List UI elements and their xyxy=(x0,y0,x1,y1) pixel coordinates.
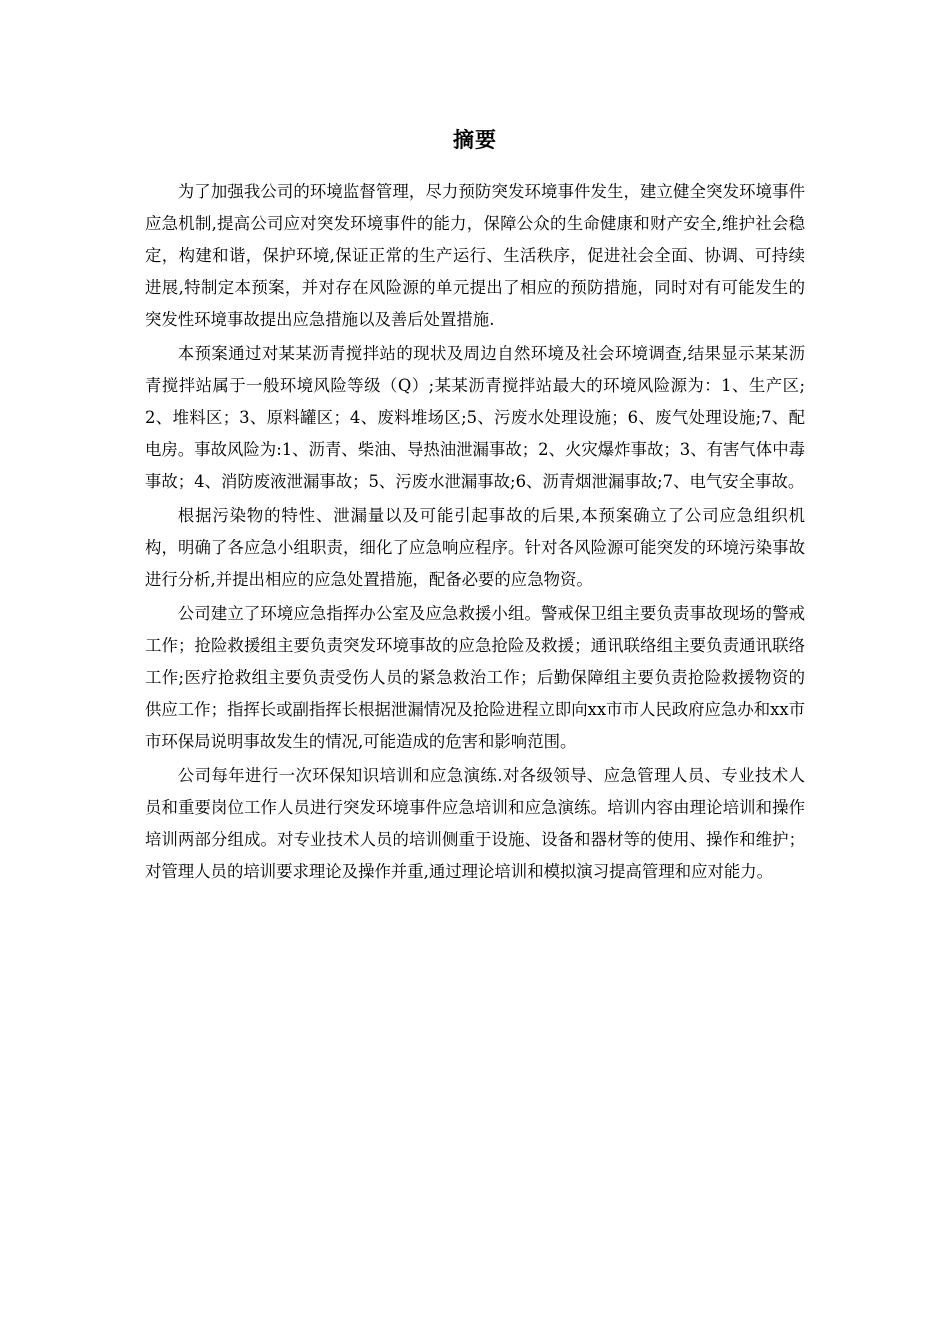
document-title: 摘要 xyxy=(453,128,497,152)
document-page xyxy=(145,122,805,890)
paragraph-risk-sources: 本预案通过对某某沥青搅拌站的现状及周边自然环境及社会环境调查,结果显示某某沥青搅拌站属于一般环境风险等级（Q）;某某沥青搅拌站最大的环境风险源为：1、生产区;2、堆料区；3、原料罐区；4、废料堆场区;5、污废水处理设施；6、废气处理设施;7、配电房。事故风险为:1、沥青、柴油、导热油泄漏事故；2、火灾爆炸事故；3、有害气体中毒事故；4、消防废液泄漏事故；5、污废水泄漏事故;6、沥青烟泄漏事故;7、电气安全事故。 xyxy=(145,344,805,491)
paragraph-purpose: 为了加强我公司的环境监督管理，尽力预防突发环境事件发生，建立健全突发环境事件应急机制,提高公司应对突发环境事件的能力，保障公众的生命健康和财产安全,维护社会稳定，构建和谐，保护环境,保证正常的生产运行、生活秩序，促进社会全面、协调、可持续进展,特制定本预案，并对存在风险源的单元提出了相应的预防措施，同时对有可能发生的突发性环境事故提出应急措施以及善后处置措施. xyxy=(145,182,805,329)
paragraph-rescue-groups: 公司建立了环境应急指挥办公室及应急救援小组。警戒保卫组主要负责事故现场的警戒工作；抢险救援组主要负责突发环境事故的应急抢险及救援；通讯联络组主要负责通讯联络工作;医疗抢救组主要负责受伤人员的紧急救治工作；后勤保障组主要负责抢险救援物资的供应工作；指挥长或副指挥长根据泄漏情况及抢险进程立即向xx市市人民政府应急办和xx市市环保局说明事故发生的情况,可能造成的危害和影响范围。 xyxy=(145,604,805,751)
paragraph-training: 公司每年进行一次环保知识培训和应急演练.对各级领导、应急管理人员、专业技术人员和重要岗位工作人员进行突发环境事件应急培训和应急演练。培训内容由理论培训和操作培训两部分组成。对专业技术人员的培训侧重于设施、设备和器材等的使用、操作和维护；对管理人员的培训要求理论及操作并重,通过理论培训和模拟演习提高管理和应对能力。 xyxy=(145,766,805,881)
paragraph-emergency-organization: 根据污染物的特性、泄漏量以及可能引起事故的后果,本预案确立了公司应急组织机构，明确了各应急小组职责，细化了应急响应程序。针对各风险源可能突发的环境污染事故进行分析,并提出相应的应急处置措施，配备必要的应急物资。 xyxy=(145,506,805,589)
